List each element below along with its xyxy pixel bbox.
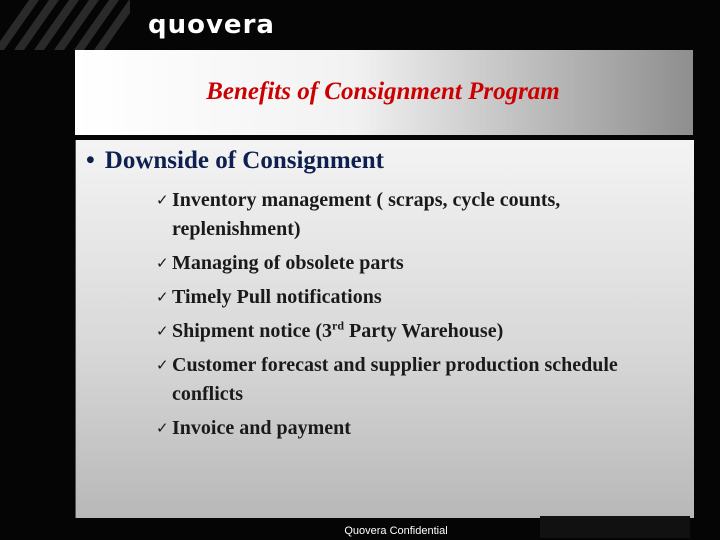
list-item (156, 186, 676, 244)
list-item-text: Managing of obsolete parts (172, 252, 404, 274)
bullet-list (156, 186, 676, 448)
footer-text: Quovera Confidential (344, 525, 448, 537)
bullet-icon: • (86, 147, 95, 174)
check-icon: ✓ (156, 191, 169, 209)
list-item-text-part: Party Warehouse) (344, 320, 504, 342)
list-item-text: Customer forecast and supplier production schedule conflicts (172, 354, 618, 405)
check-icon: ✓ (156, 254, 169, 272)
decorative-stripes (0, 0, 130, 50)
superscript: rd (332, 318, 344, 333)
check-icon: ✓ (156, 419, 169, 437)
list-item (156, 317, 676, 346)
quovera-logo: quovera (148, 10, 275, 40)
check-icon: ✓ (156, 356, 169, 374)
list-item-text: Invoice and payment (172, 417, 351, 439)
list-item-text-part: Shipment notice (3 (172, 320, 332, 342)
heading-text: Downside of Consignment (104, 147, 384, 174)
check-icon: ✓ (156, 322, 169, 340)
list-item (156, 351, 676, 409)
slide-title: Benefits of Consignment Program (206, 78, 560, 105)
list-item-text: Timely Pull notifications (172, 286, 382, 308)
list-item (156, 414, 676, 443)
check-icon: ✓ (156, 288, 169, 306)
list-item (156, 249, 676, 278)
list-item-text: Inventory management ( scraps, cycle counts, replenishment) (172, 189, 561, 240)
list-item-text (172, 317, 676, 346)
list-item (156, 283, 676, 312)
section-heading (86, 147, 384, 175)
